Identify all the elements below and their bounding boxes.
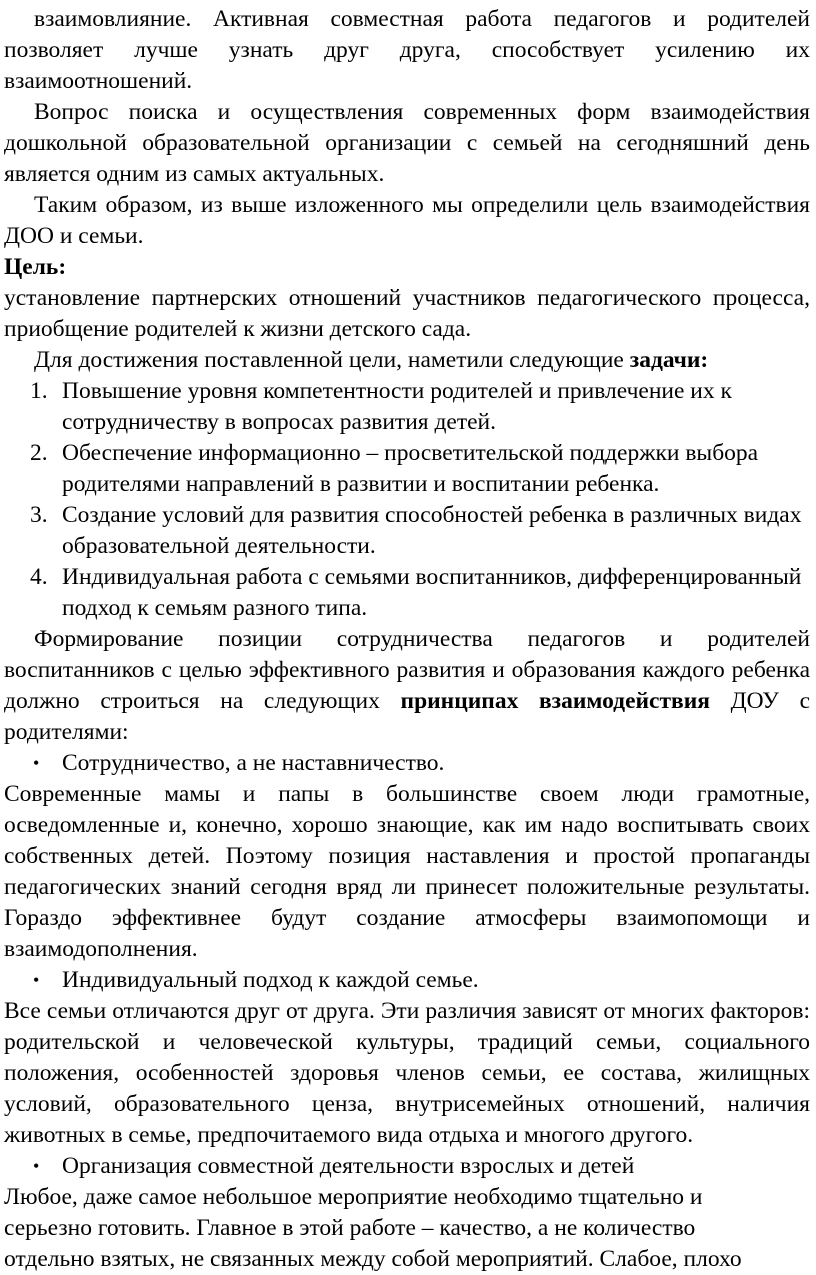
list-item bbox=[30, 500, 810, 562]
bullet-icon: • bbox=[33, 1156, 40, 1176]
principle-text-3-line-1: Любое, даже самое небольшое мероприятие необходимо тщательно и bbox=[4, 1184, 703, 1210]
bullet-title: Организация совместной деятельности взрослых и детей bbox=[62, 1153, 635, 1179]
principle-text-2: Все семьи отличаются друг от друга. Эти различия зависят от многих факторов: родительской и человеческой культуры, традиций семьи, социального положения, особенностей здоровья членов семьи, ее состава, жилищных условий, образовательного ценза, внутрисемейных отношений, наличия животных в семье, предпочитаемого вида отдыха и многого другого. bbox=[4, 998, 810, 1148]
principles-intro bbox=[4, 624, 810, 748]
principles-word: принципах взаимодействия bbox=[400, 688, 710, 714]
tasks-intro-text: Для достижения поставленной цели, наметили следующие bbox=[34, 347, 630, 373]
bullet-icon: • bbox=[33, 970, 40, 990]
list-item bbox=[30, 376, 810, 438]
tasks-intro bbox=[4, 345, 810, 376]
principles-intro-b: ДОУ с родителями: bbox=[4, 688, 811, 745]
tasks-word: задачи: bbox=[629, 347, 709, 373]
principle-bullet-2 bbox=[4, 965, 810, 996]
principle-text-1: Современные мамы и папы в большинстве своем люди грамотные, осведомленные и, конечно, хорошо знающие, как им надо воспитывать своих собственных детей. Поэтому позиция наставления и простой пропаганды педагогических знаний сегодня вряд ли принесет положительные результаты. Гораздо эффективнее будут создание атмосферы взаимопомощи и взаимодополнения. bbox=[4, 781, 810, 962]
goal-text: установление партнерских отношений участников педагогического процесса, приобщение родителей к жизни детского сада. bbox=[4, 285, 810, 342]
bullet-title: Сотрудничество, а не наставничество. bbox=[62, 750, 445, 776]
bullet-title: Индивидуальный подход к каждой семье. bbox=[62, 967, 479, 993]
list-item bbox=[30, 438, 810, 500]
list-item bbox=[33, 965, 810, 996]
paragraph-conclusion: Таким образом, из выше изложенного мы определили цель взаимодействия ДОО и семьи. bbox=[4, 192, 810, 249]
paragraph-question: Вопрос поиска и осуществления современных форм взаимодействия дошкольной образовательной организации с семьей на сегодняшний день является одним из самых актуальных. bbox=[4, 99, 810, 187]
principle-text-3-line-3: отдельно взятых, не связанных между собой мероприятий. Слабое, плохо bbox=[4, 1246, 742, 1272]
list-item-text: Повышение уровня компетентности родителей и привлечение их к сотрудничеству в вопросах развития детей. bbox=[62, 378, 732, 435]
list-item-text: Создание условий для развития способностей ребенка в различных видах образовательной деятельности. bbox=[62, 502, 802, 559]
goal-heading: Цель: bbox=[4, 254, 67, 280]
list-item-text: Обеспечение информационно – просветительской поддержки выбора родителями направлений в развитии и воспитании ребенка. bbox=[62, 440, 759, 497]
principles-intro-a: Формирование позиции сотрудничества педагогов и родителей воспитанников с целью эффективного развития и образования каждого ребенка должно строиться на следующих bbox=[4, 626, 810, 714]
list-item bbox=[33, 1151, 810, 1182]
list-number: 4. bbox=[30, 564, 48, 590]
list-item bbox=[30, 562, 810, 624]
principle-bullet-1 bbox=[4, 748, 810, 779]
list-number: 2. bbox=[30, 440, 48, 466]
principle-text-3-line-2: серьезно готовить. Главное в этой работе – качество, а не количество bbox=[4, 1215, 696, 1241]
paragraph-interaction: взаимовлияние. Активная совместная работа педагогов и родителей позволяет лучше узнать друг друга, способствует усилению их взаимоотношений. bbox=[4, 6, 810, 94]
principle-bullet-3 bbox=[4, 1151, 810, 1182]
list-item-text: Индивидуальная работа с семьями воспитанников, дифференцированный подход к семьям разного типа. bbox=[62, 564, 802, 621]
list-item bbox=[33, 748, 810, 779]
bullet-icon: • bbox=[33, 753, 40, 773]
tasks-list bbox=[4, 376, 810, 624]
list-number: 3. bbox=[30, 502, 48, 528]
list-number: 1. bbox=[30, 378, 48, 404]
